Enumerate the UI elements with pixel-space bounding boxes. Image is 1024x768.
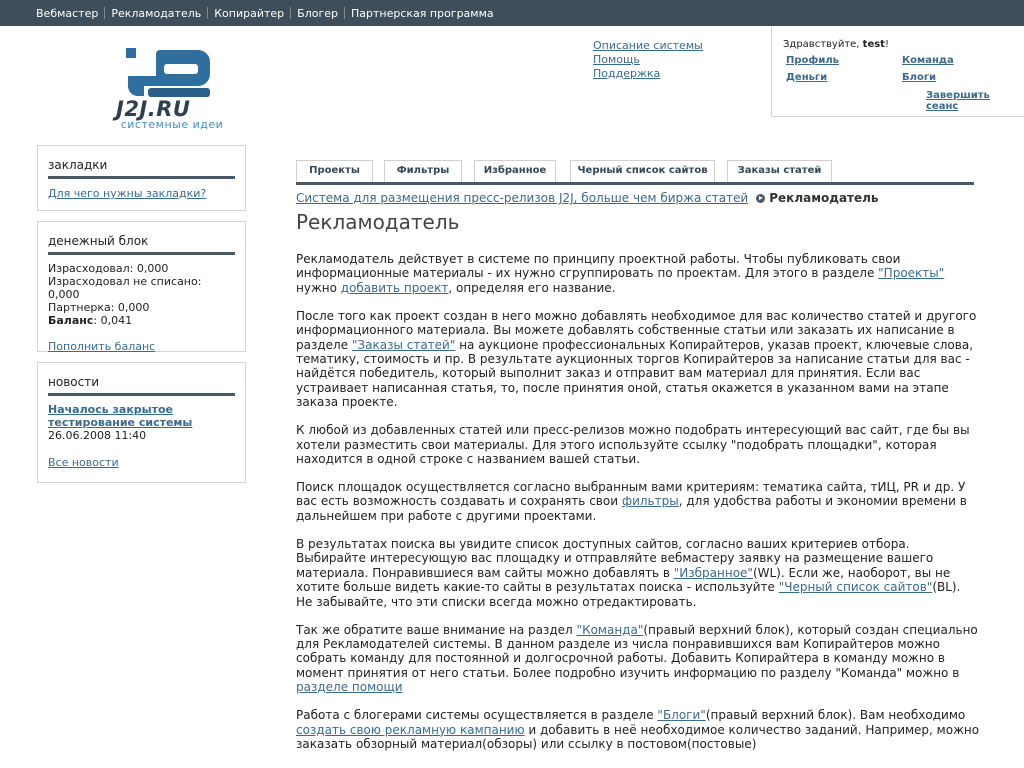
bookmarks-title: закладки bbox=[48, 158, 235, 179]
paragraph bbox=[296, 480, 980, 523]
user-panel bbox=[771, 27, 1024, 117]
text: Работа с блогерами системы осуществляется в разделе bbox=[296, 708, 658, 723]
money-link[interactable]: Деньги bbox=[786, 72, 828, 83]
tab-filters[interactable]: Фильтры bbox=[384, 160, 462, 182]
text: Так же обратите ваше внимание на раздел bbox=[296, 622, 577, 637]
blogs-link[interactable]: Блоги bbox=[902, 72, 937, 83]
partner-value: Партнерка: 0,000 bbox=[48, 301, 150, 314]
text: на аукционе профессиональных Копирайтеров, указав проект, ключевые слова, тематику, стоимость и пр. В результате аукционных торгов Копирайтеров за написание статьи для вас - найдётся победитель, который выполнит заказ и отправит вам материал для принятия. Если вас устраивает написанная статья, то, после принятия оной, статья окажется в указанном вами на этапе заказа проекте. bbox=[296, 337, 974, 410]
tab-article-orders[interactable]: Заказы статей bbox=[727, 160, 832, 182]
text: Поиск площадок осуществляется согласно выбранным вами критериям: тематика сайта, тИЦ, PR и др. У вас есть возможность создавать и сохранять свои bbox=[296, 480, 966, 509]
breadcrumb-current: Рекламодатель bbox=[769, 191, 879, 205]
nav-blogger[interactable]: Блогер bbox=[297, 6, 338, 20]
section-tabs bbox=[296, 160, 974, 185]
username: test bbox=[862, 39, 885, 50]
site-logo[interactable] bbox=[112, 44, 232, 132]
top-nav bbox=[0, 0, 1024, 26]
text: (BL). Не забывайте, что эти списки всегда можно отредактировать. bbox=[296, 580, 961, 609]
news-title: новости bbox=[48, 375, 235, 396]
text: , для удобства работы и экономии времени в дальнейшем при работе с другими проектами. bbox=[296, 494, 967, 523]
bookmarks-help-link[interactable]: Для чего нужны закладки? bbox=[48, 187, 207, 200]
bookmarks-box bbox=[37, 145, 246, 211]
profile-link[interactable]: Профиль bbox=[786, 55, 839, 66]
paragraph bbox=[296, 708, 980, 751]
breadcrumb bbox=[296, 191, 879, 205]
nav-advertiser[interactable]: Рекламодатель bbox=[111, 6, 202, 20]
article-orders-link[interactable]: "Заказы статей" bbox=[351, 337, 456, 352]
projects-link[interactable]: "Проекты" bbox=[878, 266, 945, 281]
info-links bbox=[593, 39, 703, 80]
text: и добавить в неё необходимое количество заданий. Например, можно заказать обзорный материал(обзоры) или ссылку в постовом(постовые) bbox=[296, 722, 980, 751]
nav-copywriter[interactable]: Копирайтер bbox=[214, 6, 285, 20]
team-link[interactable]: Команда bbox=[902, 55, 954, 66]
balance-label: Баланс bbox=[48, 314, 94, 327]
paragraph bbox=[296, 252, 980, 295]
team-section-link[interactable]: "Команда" bbox=[576, 622, 644, 637]
paragraph bbox=[296, 623, 980, 695]
user-greeting bbox=[783, 39, 889, 50]
greeting-exclaim: ! bbox=[884, 39, 889, 50]
news-headline-link[interactable]: Началось закрытое тестирование системы bbox=[48, 403, 193, 429]
text: После того как проект создан в него можно добавлять необходимое для вас количество статей и другого информационного материала. Вы можете добавлять собственные статьи или заказать их написание в разделе bbox=[296, 308, 977, 352]
news-box bbox=[37, 362, 246, 483]
spent-unwritten-value: Израсходовал не списано: 0,000 bbox=[48, 275, 202, 301]
create-campaign-link[interactable]: создать свою рекламную кампанию bbox=[296, 722, 525, 737]
breadcrumb-home-link[interactable]: Система для размещения пресс-релизов J2J, больше чем биржа статей bbox=[296, 191, 749, 205]
news-date: 26.06.2008 11:40 bbox=[48, 429, 147, 442]
paragraph bbox=[296, 537, 980, 609]
logo-mark-icon bbox=[126, 48, 212, 98]
blacklist-link[interactable]: "Черный список сайтов" bbox=[778, 580, 933, 595]
topup-balance-link[interactable]: Пополнить баланс bbox=[48, 340, 156, 353]
logo-tagline: системные идеи bbox=[120, 118, 224, 131]
greeting-text: Здравствуйте, bbox=[783, 39, 860, 50]
tab-favorites[interactable]: Избранное bbox=[474, 160, 556, 182]
text: Рекламодатель действует в системе по принципу проектной работы. Чтобы публиковать свои информационные материалы - их нужно сгруппировать по проектам. Для этого в разделе bbox=[296, 252, 901, 281]
balance-row bbox=[48, 314, 235, 327]
add-project-link[interactable]: добавить проект bbox=[340, 280, 449, 295]
nav-webmaster[interactable]: Вебмастер bbox=[36, 6, 99, 20]
text: (правый верхний блок), который создан специально для Рекламодателей системы. В данном разделе из числа понравившихся вам Копирайтеров можно собрать команду для постоянной и долгосрочной работы. Добавить Копирайтера в команду можно в момент принятия от него статьи. Более подробно изучить информацию по разделу "Команда" можно в bbox=[296, 622, 978, 680]
text: , определяя его название. bbox=[448, 280, 616, 295]
nav-partner-program[interactable]: Партнерская программа bbox=[351, 6, 494, 20]
money-title: денежный блок bbox=[48, 234, 235, 255]
tab-blacklist[interactable]: Черный список сайтов bbox=[570, 160, 715, 182]
link-support[interactable]: Поддержка bbox=[593, 67, 661, 80]
text: В результатах поиска вы увидите список доступных сайтов, согласно ваших критериев отбора. Выбирайте интересующую вас площадку и отправляйте вебмастеру заявку на размещение вашего материала. Понравившиеся вам сайты можно добавлять в bbox=[296, 536, 934, 580]
logout-link[interactable]: Завершить сеанс bbox=[926, 90, 990, 112]
tab-projects[interactable]: Проекты bbox=[296, 160, 373, 182]
blogs-section-link[interactable]: "Блоги" bbox=[657, 708, 706, 723]
paragraph: К любой из добавленных статей или пресс-релизов можно подобрать интересующий вас сайт, где бы вы хотели разместить свои материалы. Для этого используйте ссылку "подобрать площадки", которая находится в одной строке с названием вашей статьи. bbox=[296, 423, 970, 467]
page-title: Рекламодатель bbox=[296, 210, 460, 234]
link-system-description[interactable]: Описание системы bbox=[593, 39, 703, 52]
filters-link[interactable]: фильтры bbox=[621, 494, 679, 509]
text: нужно bbox=[296, 280, 341, 295]
balance-value: : 0,041 bbox=[93, 314, 133, 327]
all-news-link[interactable]: Все новости bbox=[48, 456, 119, 469]
favorites-link[interactable]: "Избранное" bbox=[673, 565, 753, 580]
link-help[interactable]: Помощь bbox=[593, 53, 640, 66]
text: (WL). Если же, наоборот, вы не хотите больше видеть какие-то сайты в результатах поиска - используйте bbox=[296, 565, 951, 595]
money-box bbox=[37, 221, 246, 352]
logo-text: J2J.RU bbox=[116, 97, 191, 121]
text: (правый верхний блок). Вам необходимо bbox=[705, 708, 966, 723]
breadcrumb-arrow-icon bbox=[756, 194, 765, 203]
paragraph bbox=[296, 309, 980, 410]
main-content bbox=[296, 252, 980, 765]
spent-value: Израсходовал: 0,000 bbox=[48, 262, 169, 275]
help-section-link[interactable]: разделе помощи bbox=[296, 680, 403, 695]
